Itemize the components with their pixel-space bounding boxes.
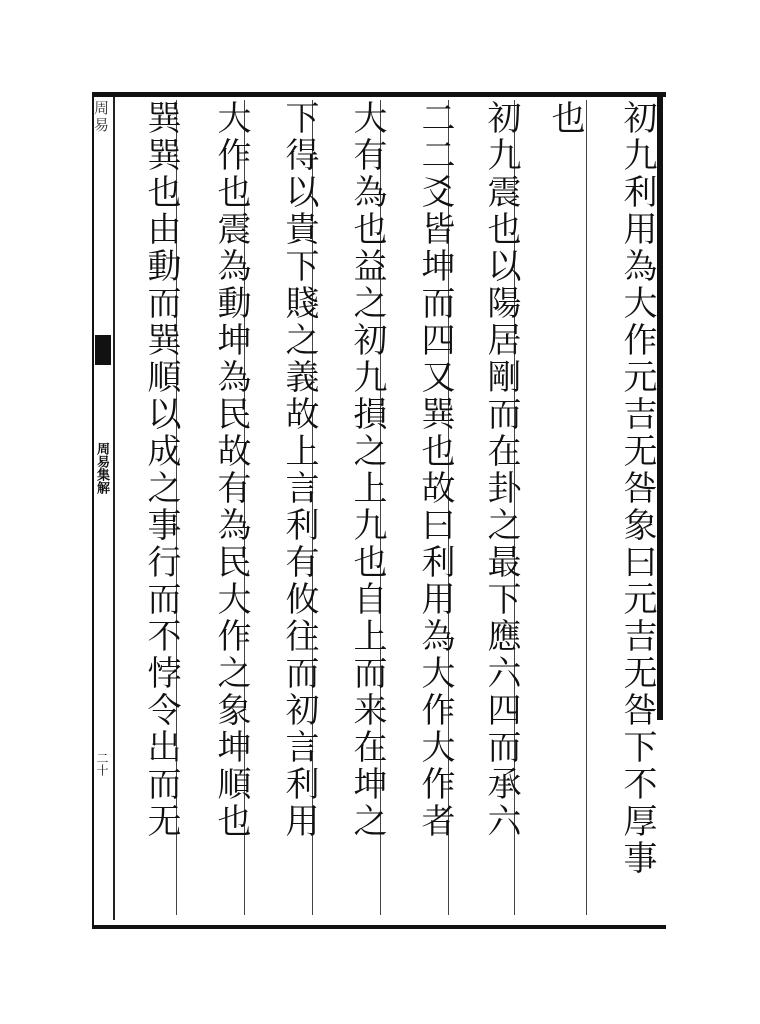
margin-top-text: 周易 (92, 100, 110, 134)
text-column-3 (460, 100, 520, 915)
fishtail-mark (95, 335, 111, 365)
book-title: 周易集解 (94, 442, 109, 494)
page-number: 二十 (95, 752, 109, 776)
text-column-8 (120, 100, 180, 915)
text-column-7 (190, 100, 250, 915)
column-text: 也 (545, 100, 585, 137)
column-text: 初九利用為大作元吉无咎象曰元吉无咎下不厚事 (617, 100, 657, 877)
text-column-6 (258, 100, 318, 915)
text-column-1 (596, 100, 656, 915)
column-text: 二二爻皆坤而四又巽也故曰利用為大作大作者 (415, 100, 455, 840)
text-column-5 (326, 100, 386, 915)
column-text: 初九震也以陽居剛而在卦之最下應六四而承六 (481, 100, 521, 840)
column-text: 大作也震為動坤為民故有為民大作之象坤順也 (211, 100, 251, 840)
column-text: 下得以貴下賤之義故上言利有攸往而初言利用 (279, 100, 319, 840)
text-column-4 (394, 100, 454, 915)
column-text: 巽巽也由動而巽順以成之事行而不悖令出而无 (141, 100, 181, 840)
column-text: 大有為也益之初九損之上九也自上而来在坤之 (347, 100, 387, 840)
text-column-2 (524, 100, 584, 915)
column-divider (586, 100, 587, 915)
margin-rule (113, 97, 115, 920)
frame-rule (657, 92, 663, 720)
